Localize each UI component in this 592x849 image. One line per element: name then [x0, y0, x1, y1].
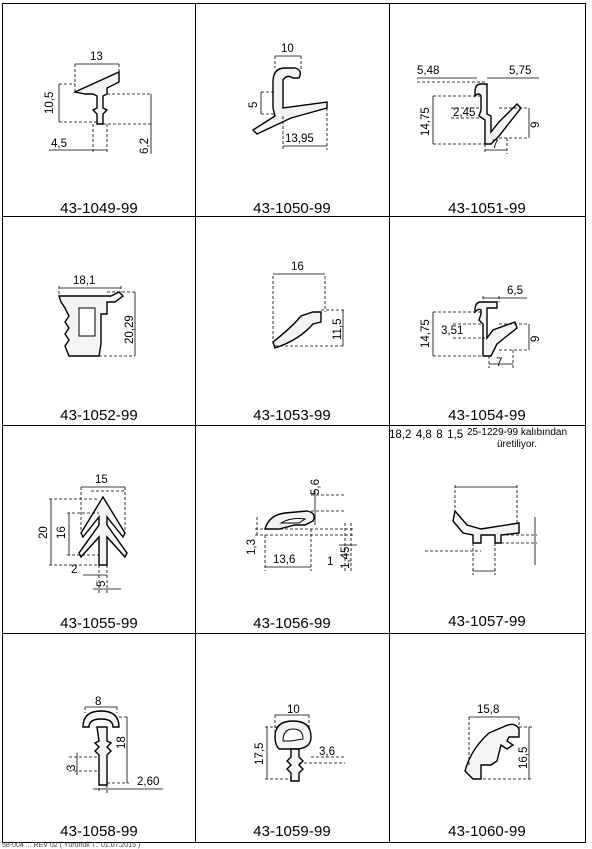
- profile-cell-1050: [195, 4, 389, 216]
- dim-label: 15: [95, 474, 108, 486]
- dim-label: 6,5: [507, 285, 523, 297]
- dim-label: 16,5: [518, 746, 530, 769]
- dim-label: 4,5: [51, 138, 67, 150]
- dim-label: 18,2: [389, 429, 412, 441]
- dim-label: 4,8: [415, 429, 432, 441]
- dim-label: 9: [530, 335, 542, 342]
- dim-label: 10,5: [44, 91, 56, 114]
- dim-label: 20: [38, 526, 50, 539]
- dim-label: 11,5: [332, 318, 344, 340]
- dim-label: 15,8: [477, 704, 500, 716]
- profile-code: 43-1056-99: [253, 615, 331, 632]
- dim-label: 16: [291, 261, 304, 273]
- dim-label: 7: [496, 357, 503, 369]
- dim-label: 3,6: [319, 746, 335, 758]
- dimension-labels: [389, 633, 585, 843]
- document-footer: 58-004 ... REV 02 ( Yürürlük T.: 01.07.2015 ): [2, 842, 141, 849]
- profile-code: 43-1053-99: [253, 407, 331, 424]
- dimension-labels: [195, 425, 389, 633]
- mold-note: 25-1229-99 kalıbından üretiliyor.: [466, 427, 568, 450]
- profile-cell-1052: [3, 216, 195, 425]
- profile-cell-1055: [3, 425, 195, 633]
- dim-label: 5: [96, 580, 108, 587]
- dim-label: 2,60: [137, 776, 160, 788]
- profile-cell-1057: [389, 425, 585, 633]
- profile-code: 43-1049-99: [60, 200, 138, 217]
- dim-label: 17,5: [254, 742, 266, 765]
- dim-label: 20,29: [124, 315, 136, 344]
- dim-label: 3: [66, 764, 78, 771]
- dimension-labels: [195, 216, 389, 425]
- dim-label: 2: [71, 564, 78, 576]
- profile-code: 43-1060-99: [448, 823, 526, 840]
- dim-label: 1,3: [246, 539, 258, 555]
- dim-label: 13,95: [285, 133, 314, 145]
- profile-cell-1049: [3, 4, 195, 216]
- profile-cell-1058: [3, 633, 195, 843]
- dim-label: 2,45: [453, 107, 476, 119]
- dim-label: 3,51: [441, 325, 464, 337]
- dimension-labels: [195, 633, 389, 843]
- dim-label: 1,5: [447, 429, 464, 441]
- dim-label: 1,45: [340, 546, 352, 569]
- dimension-labels: [3, 4, 195, 216]
- dim-label: 8: [436, 429, 443, 441]
- dim-label: 7: [492, 139, 499, 151]
- dim-label: 18,1: [73, 275, 96, 287]
- dim-label: 8: [95, 696, 102, 708]
- dimension-labels: [389, 425, 585, 633]
- profile-code: 43-1059-99: [253, 823, 331, 840]
- profile-cell-1053: [195, 216, 389, 425]
- dim-label: 5,48: [417, 65, 440, 77]
- profile-code: 43-1051-99: [448, 200, 526, 217]
- dim-label: 18: [116, 736, 128, 749]
- dimension-labels: [3, 425, 195, 633]
- profile-cell-1059: [195, 633, 389, 843]
- dim-label: 13,6: [273, 554, 296, 566]
- profile-cell-1051: [389, 4, 585, 216]
- dim-label: 14,75: [420, 319, 432, 348]
- dim-label: 5,6: [310, 479, 322, 495]
- profile-code: 43-1054-99: [448, 407, 526, 424]
- dimension-labels: [3, 633, 195, 843]
- dim-label: 10: [287, 704, 300, 716]
- profile-code: 43-1052-99: [60, 407, 138, 424]
- dim-label: 14,75: [420, 107, 432, 136]
- profile-cell-1056: [195, 425, 389, 633]
- dim-label: 9: [530, 121, 542, 128]
- profile-code: 43-1057-99: [448, 613, 526, 630]
- dim-label: 5,75: [509, 65, 532, 77]
- dim-label: 13: [90, 51, 103, 63]
- profile-code: 43-1050-99: [253, 200, 331, 217]
- dim-label: 10: [281, 43, 294, 55]
- dimension-labels: [195, 4, 389, 216]
- dim-label: 16: [56, 526, 68, 539]
- profile-code: 43-1055-99: [60, 615, 138, 632]
- dim-label: 5: [248, 101, 260, 108]
- dimension-labels: [389, 216, 585, 425]
- dimension-labels: [3, 216, 195, 425]
- dim-label: 1: [327, 556, 334, 568]
- profile-cell-1060: [389, 633, 585, 843]
- dim-label: 6,2: [139, 138, 151, 154]
- profile-cell-1054: [389, 216, 585, 425]
- profile-code: 43-1058-99: [60, 823, 138, 840]
- dimension-labels: [389, 4, 585, 216]
